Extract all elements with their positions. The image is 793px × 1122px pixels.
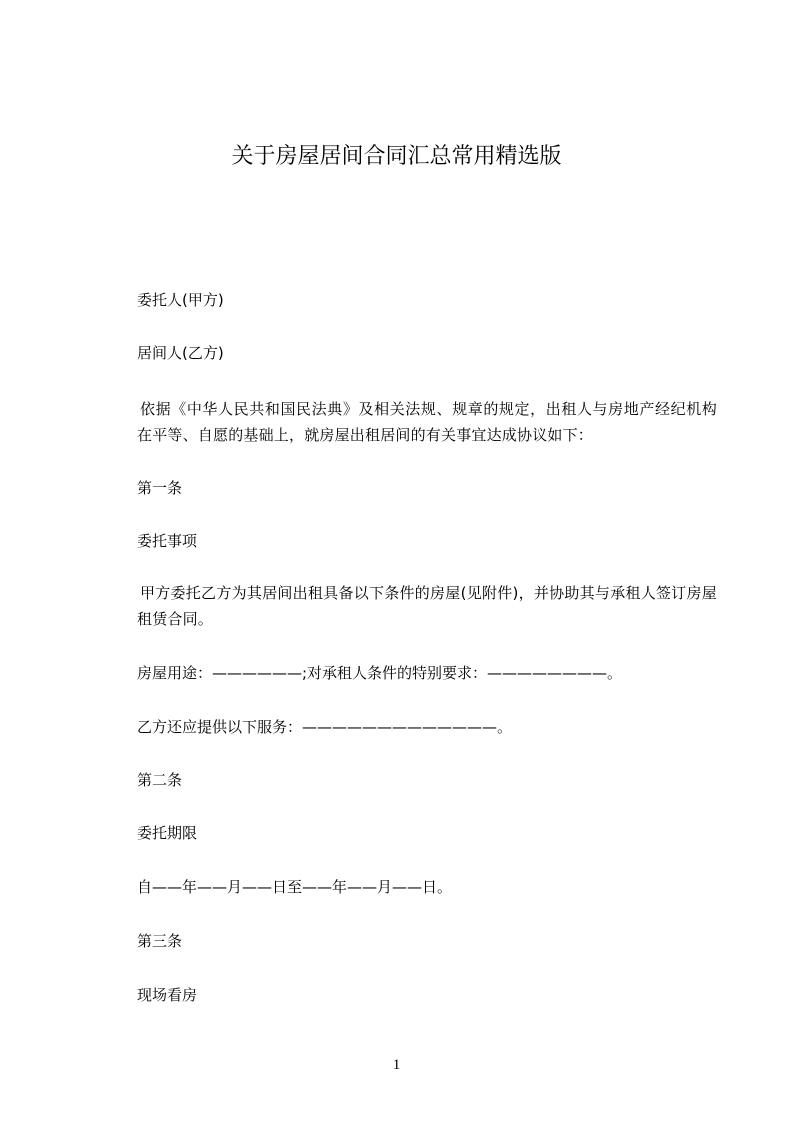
- period-line: 自——年——月——日至——年——月——日。: [137, 878, 453, 896]
- document-title: 关于房屋居间合同汇总常用精选版: [231, 144, 562, 169]
- page-number: 1: [392, 1057, 401, 1073]
- broker-line: 居间人(乙方): [137, 344, 224, 362]
- article-1-body: 甲方委托乙方为其居间出租具备以下条件的房屋(见附件)，并协助其与承租人签订房屋租赁合同。: [137, 584, 717, 628]
- article-1-title: 委托事项: [137, 532, 198, 550]
- principal-line: 委托人(甲方): [137, 291, 224, 309]
- intro-paragraph: 依据《中华人民共和国民法典》及相关法规、规章的规定，出租人与房地产经纪机构在平等、自愿的基础上，就房屋出租居间的有关事宜达成协议如下：: [137, 400, 717, 444]
- article-2-title: 委托期限: [137, 824, 198, 842]
- house-use-line: 房屋用途：——————;对承租人条件的特别要求：————————。: [137, 664, 623, 682]
- article-1-heading: 第一条: [137, 479, 183, 497]
- article-2-heading: 第二条: [137, 771, 183, 789]
- article-3-heading: 第三条: [137, 932, 183, 950]
- article-3-title: 现场看房: [137, 986, 198, 1004]
- extra-service-line: 乙方还应提供以下服务：—————————————。: [137, 718, 513, 736]
